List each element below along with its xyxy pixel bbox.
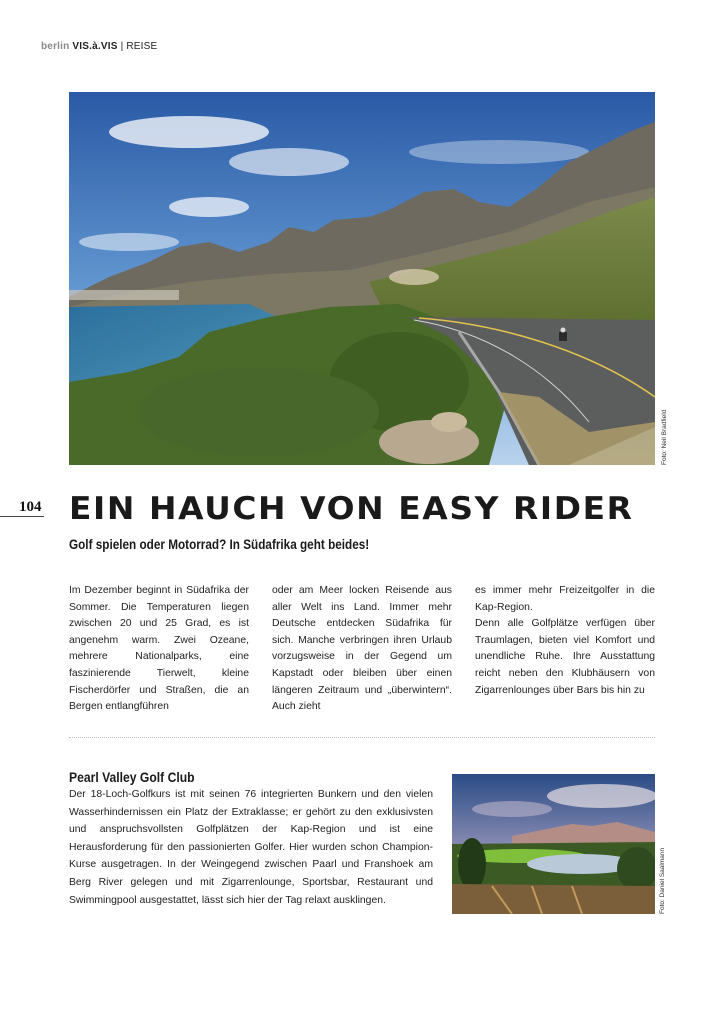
golf-course-photo-icon (452, 774, 655, 914)
header-separator: | (120, 41, 124, 52)
magazine-header (41, 41, 157, 52)
article-title: EIN HAUCH VON EASY RIDER (69, 491, 634, 527)
hero-photo (69, 92, 655, 465)
page-number-rule (0, 516, 44, 517)
magazine-name: VIS.à.VIS (72, 41, 118, 52)
section-name: REISE (126, 41, 158, 52)
paragraph: Denn alle Golfplätze verfügen über Traumlagen, bieten viel Komfort und unendliche Ruhe. Ihre Ausstattung reicht neben den Klubhäusern von Zigarrenlounges über Bars bis hin zu (475, 618, 655, 696)
paragraph: Im Dezember beginnt in Südafrika der Sommer. Die Temperaturen liegen zwischen 20 und 25 Grad, es ist angenehm warm. Zwei Ozeane, mehrere Nationalparks, eine faszinierende Tierwelt, kleine Fischerdörfer und Straßen, die an Bergen entlangführen (69, 585, 249, 713)
section-divider (69, 737, 655, 738)
article-column-1 (69, 583, 249, 716)
box-title: Pearl Valley Golf Club (69, 770, 195, 785)
article-subtitle: Golf spielen oder Motorrad? In Südafrika geht beides! (69, 537, 370, 552)
paragraph: es immer mehr Freizeitgolfer in die Kap-Region. (475, 585, 655, 613)
article-column-2 (272, 583, 452, 716)
golf-photo-credit: Foto: Daniel Saalmann (659, 847, 666, 914)
page-number: 104 (19, 499, 42, 515)
box-text: Der 18-Loch-Golfkurs ist mit seinen 76 integrierten Bunkern und den vielen Wasserhindernissen ein Platz der Extraklasse; er gehört zu den exklusivsten und anspruchsvollsten Golfplätzen der Kap-Region und ist eine Herausforderung für den passionierten Golfer. Hier wurden schon Champion-Kurse ausgetragen. In der Weingegend zwischen Paarl und Franshoek am Berg River gelegen und mit Zigarrenlounge, Sportsbar, Restaurant und Swimmingpool ausgestattet, lässt sich hier der Tag relaxt ausklingen. (69, 789, 433, 906)
brand-name: berlin (41, 41, 70, 52)
hero-photo-credit: Foto: Neil Bradfield (661, 409, 668, 465)
coastal-road-photo-icon (69, 92, 655, 465)
article-column-3 (475, 583, 655, 699)
golf-course-photo (452, 774, 655, 914)
paragraph: oder am Meer locken Reisende aus aller Welt ins Land. Immer mehr Deutsche entdecken Südafrika für sich. Manche verbringen ihren Urlaub vorzugsweise in der Gegend um Kapstadt oder bleiben über einen längeren Zeitraum und „überwintern“. Auch zieht (272, 585, 452, 713)
